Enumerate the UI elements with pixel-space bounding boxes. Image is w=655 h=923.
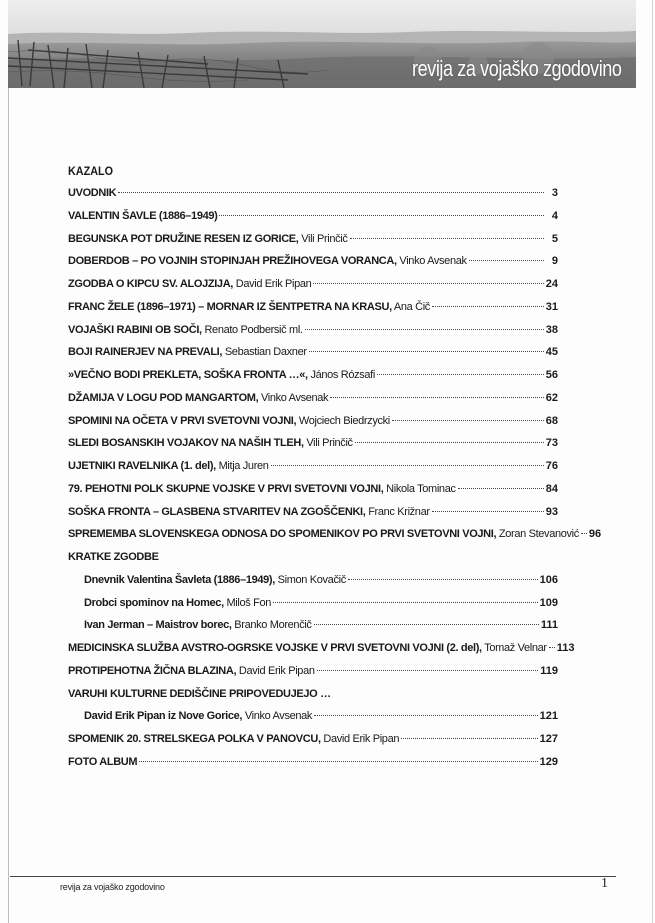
toc-entry-title: VALENTIN ŠAVLE (1886–1949) <box>68 209 218 222</box>
toc-page-number: 3 <box>551 187 558 199</box>
toc-dot-leader <box>314 623 539 625</box>
toc-entry <box>68 523 602 546</box>
toc-entry-title: Drobci spominov na Homec, <box>84 596 224 609</box>
toc-entry-title: SPOMENIK 20. STRELSKEGA POLKA V PANOVCU, <box>68 733 321 745</box>
toc-dot-leader <box>549 646 555 648</box>
toc-entry-title: »VEČNO BODI PREKLETA, SOŠKA FRONTA …«, <box>68 369 308 381</box>
toc-entry-title: BOJI RAINERJEV NA PREVALI, <box>68 346 223 359</box>
page-edge-left <box>8 0 9 923</box>
toc-entry-text <box>68 410 390 433</box>
toc-entry-text <box>84 705 312 728</box>
toc-entry <box>68 250 558 273</box>
toc-entry-author: Vili Prinčič <box>298 232 348 245</box>
toc-entry <box>68 387 558 410</box>
header-photo-banner <box>8 0 636 88</box>
toc-entry-text <box>68 319 303 342</box>
toc-dot-leader <box>377 373 544 375</box>
toc-entry-title: David Erik Pipan iz Nove Gorice, <box>84 710 243 723</box>
toc-entry-text <box>68 341 307 364</box>
toc-entry-text <box>84 592 271 615</box>
toc-page-number: 96 <box>588 528 602 541</box>
toc-entry-text <box>68 728 399 751</box>
toc-entry-text <box>84 569 346 592</box>
toc-entry-title: Dnevnik Valentina Šavleta (1886–1949), <box>84 573 275 586</box>
toc-dot-leader <box>118 191 544 193</box>
toc-dot-leader <box>273 601 538 603</box>
toc-entry-text <box>68 523 579 546</box>
footer-page-number: 1 <box>601 876 608 891</box>
toc-entry-author: Simon Kovačič <box>274 573 346 586</box>
toc-page-number: 129 <box>539 755 558 768</box>
toc-page-number: 84 <box>545 482 558 495</box>
toc-entry <box>68 410 558 433</box>
toc-page-number: 119 <box>540 664 558 677</box>
toc-page-number: 9 <box>551 255 558 268</box>
toc-entry-author: Vili Prinčič <box>303 437 353 450</box>
toc-entry <box>68 228 558 251</box>
toc-page-number: 68 <box>545 414 558 427</box>
toc-dot-leader <box>581 532 587 534</box>
toc-page-number: 38 <box>545 323 558 336</box>
toc-dot-leader <box>271 464 544 466</box>
toc-entry <box>68 705 558 728</box>
toc-entry-author: Franc Križnar <box>365 505 430 518</box>
toc-entry-author: Zoran Stevanović <box>496 528 579 541</box>
toc-entry <box>68 341 558 364</box>
toc-entry-text <box>68 432 353 455</box>
toc-page-number: 121 <box>539 710 558 723</box>
toc-entry-text <box>68 478 456 501</box>
toc-page-number: 113 <box>556 642 575 654</box>
toc-dot-leader <box>348 578 538 580</box>
toc-heading: KAZALO <box>68 164 113 178</box>
toc-entry-text <box>68 205 217 228</box>
toc-page-number: 127 <box>539 733 558 745</box>
footer-journal-name: revija za vojaško zgodovino <box>60 882 165 892</box>
toc-page-number: 73 <box>545 437 558 450</box>
toc-entry-author: Vinko Avsenak <box>258 391 329 404</box>
toc-entry-author: David Erik Pipan <box>236 664 315 677</box>
toc-entry <box>68 751 558 774</box>
toc-dot-leader <box>401 737 538 739</box>
toc-page-number: 24 <box>545 278 558 290</box>
toc-entry <box>68 614 558 637</box>
toc-entry-author: Tomaž Velnar <box>481 642 547 654</box>
toc-entry <box>68 478 558 501</box>
toc-entry-title: PROTIPEHOTNA ŽIČNA BLAZINA, <box>68 664 237 677</box>
toc-entry-author: David Erik Pipan <box>233 278 312 290</box>
toc-dot-leader <box>313 282 543 284</box>
toc-entry-title: VOJAŠKI RABINI OB SOČI, <box>68 323 202 336</box>
toc-page-number: 93 <box>545 505 558 518</box>
toc-entry-text <box>68 273 311 296</box>
toc-entry-text <box>68 182 116 205</box>
toc-dot-leader <box>469 259 544 261</box>
toc-dot-leader <box>432 305 544 307</box>
toc-dot-leader <box>458 487 544 489</box>
toc-entry-text <box>84 614 312 637</box>
toc-entry <box>68 660 558 683</box>
toc-entry <box>68 637 575 660</box>
toc-entry-title: UVODNIK <box>68 187 117 199</box>
toc-entry <box>68 501 558 524</box>
toc-page-number: 76 <box>545 460 558 472</box>
toc-entry <box>68 273 558 296</box>
toc-entry-title: DŽAMIJA V LOGU POD MANGARTOM, <box>68 391 259 404</box>
toc-dot-leader <box>392 419 544 421</box>
toc-entry-title: MEDICINSKA SLUŽBA AVSTRO-OGRSKE VOJSKE V PRVI SVETOVNI VOJNI (2. del), <box>68 642 482 654</box>
toc-dot-leader <box>314 714 538 716</box>
toc-dot-leader <box>305 328 544 330</box>
toc-entry-title: DOBERDOB – PO VOJNIH STOPINJAH PREŽIHOVEGA VORANCA, <box>68 255 397 268</box>
toc-entry-title: 79. PEHOTNI POLK SKUPNE VOJSKE V PRVI SVETOVNI VOJNI, <box>68 482 384 495</box>
toc-entry <box>68 455 558 478</box>
toc-page-number: 5 <box>551 232 558 245</box>
toc-page-number: 56 <box>545 369 558 381</box>
toc-entry-author: Branko Morenčič <box>231 619 312 632</box>
toc-entry-author: Sebastian Daxner <box>222 346 307 359</box>
section-label-kratke-zgodbe: KRATKE ZGODBE <box>68 551 159 563</box>
toc-entry-title: SOŠKA FRONTA – GLASBENA STVARITEV NA ZGOŠČENKI, <box>68 505 366 518</box>
toc-entry <box>68 319 558 342</box>
toc-entry-author: Nikola Tominac <box>383 482 456 495</box>
toc-entry-text <box>68 501 430 524</box>
toc-entry-author: Ana Čič <box>391 300 430 313</box>
footer-rule <box>10 876 616 877</box>
toc-entry <box>68 364 558 387</box>
toc-entry-title: Ivan Jerman – Maistrov borec, <box>84 619 232 632</box>
toc-entry-text <box>68 455 269 478</box>
toc-entry <box>68 592 558 615</box>
toc-page-number: 62 <box>545 391 558 404</box>
toc-entry-author: Vinko Avsenak <box>396 255 467 268</box>
toc-entry-title: SPOMINI NA OČETA V PRVI SVETOVNI VOJNI, <box>68 414 297 427</box>
toc-entry-text <box>68 387 328 410</box>
journal-title-banner: revija za vojaško zgodovino <box>412 56 622 81</box>
toc-entry <box>68 205 558 228</box>
toc-entry-title: SLEDI BOSANSKIH VOJAKOV NA NAŠIH TLEH, <box>68 437 304 450</box>
toc-entry-author: David Erik Pipan <box>320 733 400 745</box>
toc-entry-author: János Rózsafi <box>307 369 375 381</box>
toc-dot-leader <box>355 441 544 443</box>
toc-entry <box>68 569 558 592</box>
toc-entry-text <box>68 751 137 774</box>
toc-entry-text <box>68 228 348 251</box>
toc-body <box>68 182 602 774</box>
toc-page-number: 4 <box>551 209 558 222</box>
toc-dot-leader <box>330 396 544 398</box>
toc-entry-text <box>68 250 467 273</box>
toc-entry-text <box>68 364 375 387</box>
toc-entry <box>68 728 558 751</box>
toc-entry-text <box>68 296 430 319</box>
toc-entry-title: ZGODBA O KIPCU SV. ALOJZIJA, <box>68 278 234 290</box>
toc-dot-leader <box>432 510 544 512</box>
toc-entry-title: SPREMEMBA SLOVENSKEGA ODNOSA DO SPOMENIKOV PO PRVI SVETOVNI VOJNI, <box>68 528 497 541</box>
toc-entry-title: FOTO ALBUM <box>68 755 138 768</box>
section-label-varuhi: VARUHI KULTURNE DEDIŠČINE PRIPOVEDUJEJO … <box>68 687 331 700</box>
toc-page-number: 106 <box>539 573 558 586</box>
toc-entry-title: FRANC ŽELE (1896–1971) – MORNAR IZ ŠENTPETRA NA KRASU, <box>68 300 392 313</box>
table-of-contents <box>68 160 602 774</box>
toc-entry-text <box>68 637 547 660</box>
toc-entry <box>68 296 558 319</box>
toc-entry <box>68 182 558 205</box>
toc-dot-leader <box>350 237 544 239</box>
toc-entry-text <box>68 660 315 683</box>
toc-page-number: 111 <box>540 619 558 632</box>
toc-entry-author: Renato Podbersič ml. <box>201 323 303 336</box>
toc-dot-leader <box>317 669 539 671</box>
toc-page-number: 109 <box>539 596 558 609</box>
page-edge-right <box>652 0 653 923</box>
toc-entry-author: Vinko Avsenak <box>242 710 313 723</box>
toc-page-number: 31 <box>545 300 558 313</box>
toc-dot-leader <box>139 760 537 762</box>
toc-entry-author: Wojciech Biedrzycki <box>296 414 390 427</box>
toc-dot-leader <box>219 214 544 216</box>
toc-entry-title: UJETNIKI RAVELNIKA (1. del), <box>68 460 216 472</box>
toc-entry-title: BEGUNSKA POT DRUŽINE RESEN IZ GORICE, <box>68 232 299 245</box>
toc-entry-author: Miloš Fon <box>223 596 272 609</box>
toc-page-number: 45 <box>545 346 558 359</box>
toc-entry <box>68 432 558 455</box>
toc-entry-author: Mitja Juren <box>215 460 269 472</box>
toc-dot-leader <box>309 350 544 352</box>
